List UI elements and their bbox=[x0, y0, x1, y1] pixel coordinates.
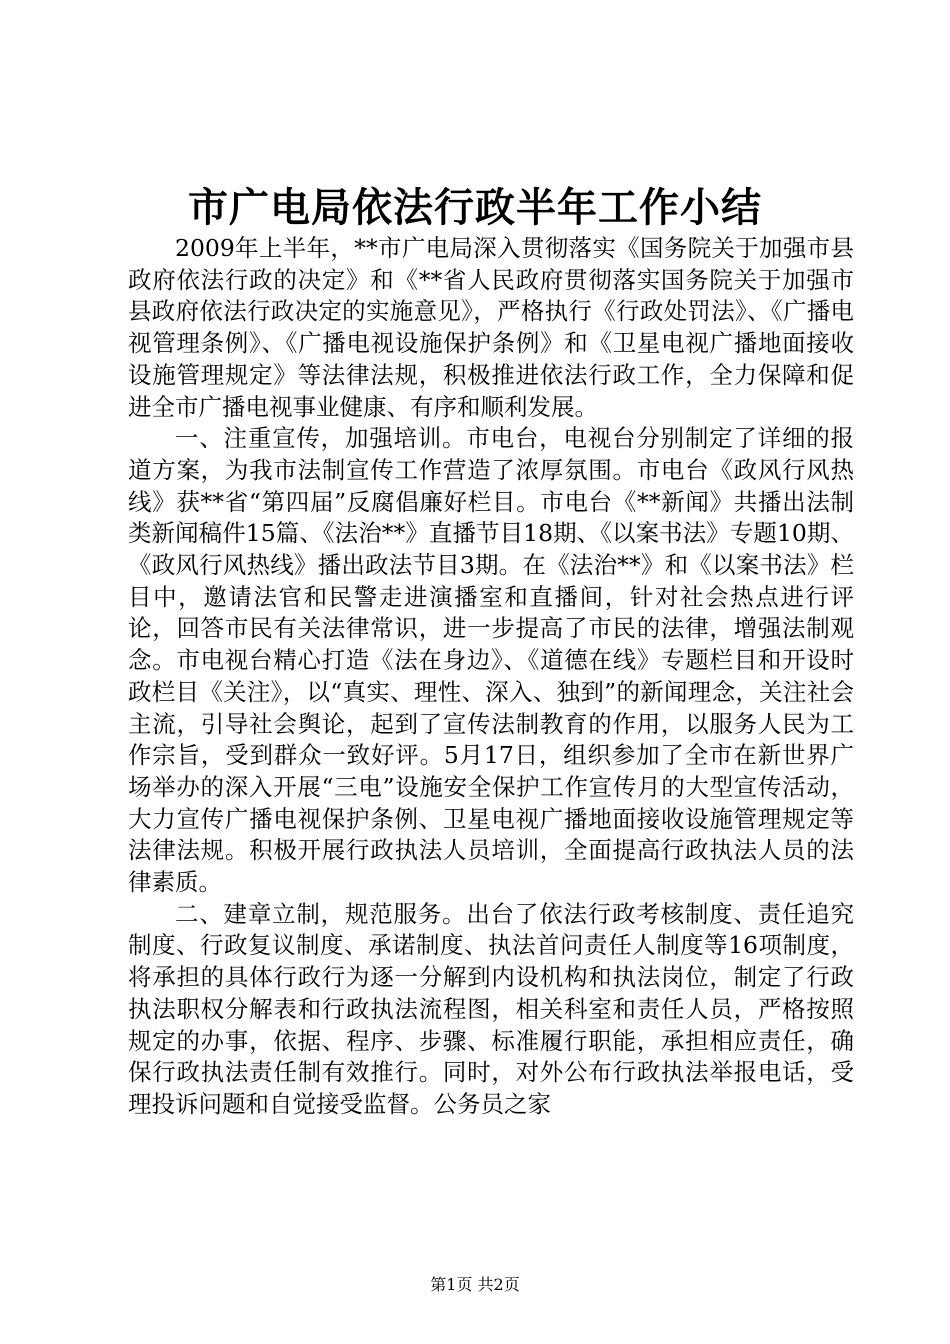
document-body bbox=[128, 233, 854, 1121]
paragraph-publicity-training: 一、注重宣传，加强培训。市电台，电视台分别制定了详细的报道方案，为我市法制宣传工作营造了浓厚氛围。市电台《政风行风热线》获**省“第四届”反腐倡廉好栏目。市电台《**新闻》共播出法制类新闻稿件15篇、《法治**》直播节目18期、《以案书法》专题10期、《政风行风热线》播出政法节目3期。在《法治**》和《以案书法》栏目中，邀请法官和民警走进演播室和直播间，针对社会热点进行评论，回答市民有关法律常识，进一步提高了市民的法律，增强法制观念。市电视台精心打造《法在身边》、《道德在线》专题栏目和开设时政栏目《关注》，以“真实、理性、深入、独到”的新闻理念，关注社会主流，引导社会舆论，起到了宣传法制教育的作用，以服务人民为工作宗旨，受到群众一致好评。5月17日，组织参加了全市在新世界广场举办的深入开展“三电”设施安全保护工作宣传月的大型宣传活动，大力宣传广播电视保护条例、卫星电视广播地面接收设施管理规定等法律法规。积极开展行政执法人员培训，全面提高行政执法人员的法律素质。 bbox=[128, 424, 854, 897]
paragraph-intro: 2009年上半年，**市广电局深入贯彻落实《国务院关于加强市县政府依法行政的决定》和《**省人民政府贯彻落实国务院关于加强市县政府依法行政决定的实施意见》，严格执行《行政处罚法》、《广播电视管理条例》、《广播电视设施保护条例》和《卫星电视广播地面接收设施管理规定》等法律法规，积极推进依法行政工作，全力保障和促进全市广播电视事业健康、有序和顺利发展。 bbox=[128, 234, 854, 421]
document-title: 市广电局依法行政半年工作小结 bbox=[188, 184, 762, 231]
paragraph-regulations-service: 二、建章立制，规范服务。出台了依法行政考核制度、责任追究制度、行政复议制度、承诺制度、执法首问责任人制度等16项制度，将承担的具体行政行为逐一分解到内设机构和执法岗位，制定了行政执法职权分解表和行政执法流程图，相关科室和责任人员，严格按照规定的办事，依据、程序、步骤、标准履行职能，承担相应责任，确保行政执法责任制有效推行。同时，对外公布行政执法举报电话，受理投诉问题和自觉接受监督。公务员之家 bbox=[128, 899, 854, 1118]
page-number-footer: 第1页 共2页 bbox=[430, 1275, 520, 1294]
